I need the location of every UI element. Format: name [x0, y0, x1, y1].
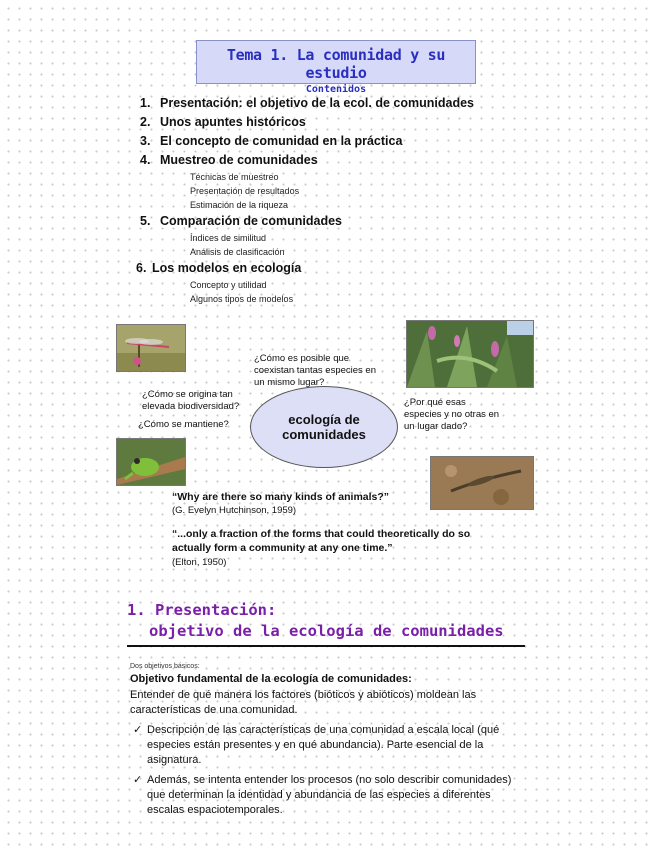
section-title	[127, 600, 504, 642]
elton-citation: (Elton, 1950)	[172, 557, 227, 568]
checkmark-icon: ✓	[133, 724, 143, 736]
objective-text: Entender de qué manera los factores (bióticos y abióticos) moldean las características de una comunidad.	[130, 689, 477, 716]
toc-number: 5.	[140, 214, 151, 228]
toc-item	[136, 259, 500, 278]
toc-number: 2.	[140, 115, 151, 129]
dragonfly-photo	[116, 324, 186, 372]
question-origin: ¿Cómo se origina tan elevada biodiversidad?	[142, 389, 240, 412]
question-why-species: ¿Por qué esas especies y no otras en un lugar dado?	[404, 397, 500, 432]
toc-number: 6.	[136, 261, 147, 275]
bullet-text: Descripción de las características de una comunidad a escala local (qué especies están presentes y en qué abundancia). Parte esencial de la asignatura.	[147, 724, 500, 766]
toc-subitem: Técnicas de muestreo	[190, 172, 279, 182]
objective-heading: Objetivo fundamental de la ecología de comunidades:	[130, 673, 412, 685]
toc-subitem: Análisis de clasificación	[190, 247, 285, 257]
list-item	[133, 773, 518, 818]
toc-subitem: Concepto y utilidad	[190, 280, 267, 290]
question-maintain: ¿Cómo se mantiene?	[138, 419, 229, 430]
flowers-photo	[406, 320, 534, 388]
toc-label: Los modelos en ecología	[152, 261, 302, 275]
toc-item	[140, 94, 500, 113]
list-item	[133, 723, 518, 768]
toc-label: Comparación de comunidades	[160, 214, 342, 228]
toc-subitem: Algunos tipos de modelos	[190, 294, 294, 304]
elton-quote: “...only a fraction of the forms that could theoretically do so actually form a community at any one time.”	[172, 528, 471, 554]
toc-subitem: Estimación de la riqueza	[190, 200, 289, 210]
section-intro: Dos objetivos básicos:	[130, 663, 200, 670]
toc-label: Muestreo de comunidades	[160, 153, 318, 167]
section-title-line-1: 1. Presentación:	[127, 601, 277, 619]
toc-item	[140, 132, 500, 151]
hutchinson-citation: (G. Evelyn Hutchinson, 1959)	[172, 505, 297, 516]
toc-subitem: Presentación de resultados	[190, 186, 300, 196]
toc-item	[140, 212, 500, 231]
frog-photo	[116, 438, 186, 486]
checkmark-icon: ✓	[133, 774, 143, 786]
community-ecology-ellipse	[250, 386, 398, 468]
toc-label: Unos apuntes históricos	[160, 115, 306, 129]
section-title-line-2: objetivo de la ecología de comunidades	[149, 622, 504, 640]
toc-item	[140, 113, 500, 132]
page-title: Tema 1. La comunidad y su estudio	[226, 46, 446, 82]
toc-item	[140, 151, 500, 170]
toc-number: 4.	[140, 153, 151, 167]
question-coexist: ¿Cómo es posible que coexistan tantas especies en un mismo lugar?	[254, 353, 376, 388]
ellipse-line-1: ecología de	[288, 412, 360, 427]
toc-number: 3.	[140, 134, 151, 148]
toc-label: El concepto de comunidad en la práctica	[160, 134, 403, 148]
toc-subitem: Índices de similitud	[190, 233, 267, 243]
hutchinson-quote: “Why are there so many kinds of animals?”	[172, 491, 390, 503]
table-of-contents	[136, 94, 500, 306]
toc-number: 1.	[140, 96, 151, 110]
section-divider	[127, 645, 525, 647]
title-box	[196, 40, 476, 95]
bullet-text: Además, se intenta entender los procesos (no solo describir comunidades) que determinan la identidad y abundancia de las especies a diferentes escalas espaciotemporales.	[147, 774, 512, 816]
ellipse-line-2: comunidades	[282, 427, 366, 442]
toc-label: Presentación: el objetivo de la ecol. de comunidades	[160, 96, 474, 110]
page-subtitle: Contenidos	[305, 84, 367, 95]
